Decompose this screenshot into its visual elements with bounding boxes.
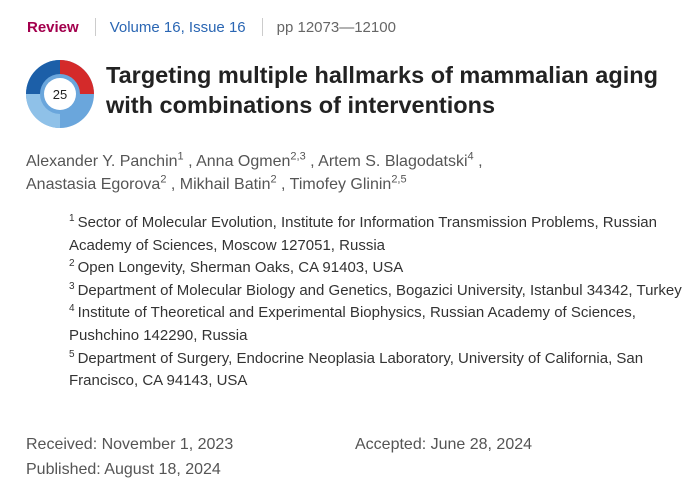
divider xyxy=(262,18,263,36)
published-date: Published: August 18, 2024 xyxy=(26,461,221,478)
author-name[interactable]: Anna Ogmen$^{2,3}$ xyxy=(196,150,306,170)
author-name[interactable]: Mikhail Batin$^2$ xyxy=(179,173,277,193)
author-name[interactable]: Artem S. Blagodatski$^4$ xyxy=(318,150,474,170)
accepted-date: Accepted: June 28, 2024 xyxy=(355,436,533,453)
affiliation-item: $^1$ Sector of Molecular Evolution, Institute for Information Transmission Problems, Russian Academy of Sciences, Moscow 127051, Russia xyxy=(69,213,657,254)
article-type-label: Review xyxy=(27,18,79,36)
divider xyxy=(95,18,96,36)
affiliation-item: $^4$ Institute of Theoretical and Experimental Biophysics, Russian Academy of Sciences, Pushchino 142290, Russia xyxy=(69,303,636,344)
author-name[interactable]: Anastasia Egorova$^2$ xyxy=(26,173,167,193)
affiliation-item: $^2$ Open Longevity, Sherman Oaks, CA 91403, USA xyxy=(69,258,404,277)
received-date: Received: November 1, 2023 xyxy=(26,436,234,453)
article-dates xyxy=(26,432,686,482)
affiliation-list xyxy=(69,212,689,393)
volume-issue-link[interactable]: Volume 16, Issue 16 xyxy=(109,18,246,36)
title-row xyxy=(24,58,666,130)
altmetric-score: 25 xyxy=(52,87,68,102)
page-range: pp 12073—12100 xyxy=(276,18,396,36)
author-name[interactable]: Alexander Y. Panchin$^1$ xyxy=(26,150,184,170)
article-title: Targeting multiple hallmarks of mammalian aging with combinations of interventions xyxy=(106,62,658,118)
author-list: Alexander Y. Panchin$^1$ , Anna Ogmen$^{2,3}$ , Artem S. Blagodatski$^4$ , Anastasia Egorova$^2$ , Mikhail Batin$^2$ , Timofey Glinin$^{2,5}$ xyxy=(26,150,483,193)
article-meta xyxy=(27,17,396,37)
altmetric-badge-icon[interactable] xyxy=(24,58,96,130)
affiliation-item: $^3$ Department of Molecular Biology and Genetics, Bogazici University, Istanbul 34342, Turkey xyxy=(69,280,682,299)
author-name[interactable]: Timofey Glinin$^{2,5}$ xyxy=(289,173,407,193)
affiliation-item: $^5$ Department of Surgery, Endocrine Neoplasia Laboratory, University of California, San Francisco, CA 94143, USA xyxy=(69,348,644,390)
